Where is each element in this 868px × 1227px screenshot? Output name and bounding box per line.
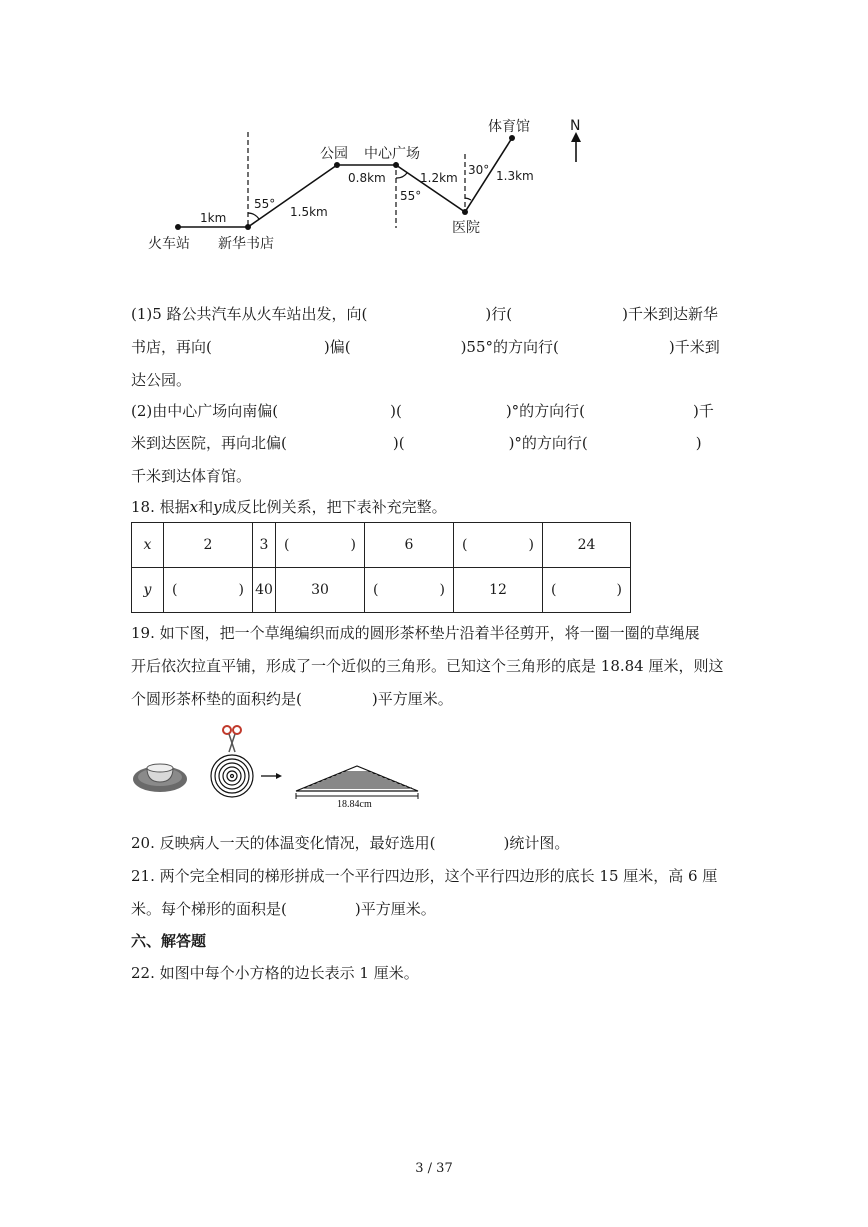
label-central-square: 中心广场 bbox=[364, 146, 420, 162]
section-title: 六、解答题 bbox=[131, 932, 207, 950]
scissors-icon bbox=[223, 726, 241, 752]
q21-line-2: 米。每个梯形的面积是( )平方厘米。 bbox=[131, 900, 436, 918]
q17-line-3: 达公园。 bbox=[131, 371, 192, 389]
q20-line: 20. 反映病人一天的体温变化情况，最好选用( )统计图。 bbox=[131, 834, 570, 852]
table-cell-blank: ( ) bbox=[454, 523, 543, 568]
table-cell: y bbox=[132, 568, 164, 613]
label-hospital: 医院 bbox=[452, 220, 480, 236]
table-cell-blank: ( ) bbox=[276, 523, 365, 568]
q19-line-2: 开后依次拉直平铺，形成了一个近似的三角形。已知这个三角形的底是 18.84 厘米，则这 bbox=[131, 657, 724, 675]
angle-bookstore: 55° bbox=[254, 197, 276, 211]
table-cell: 6 bbox=[365, 523, 454, 568]
label-park: 公园 bbox=[320, 146, 348, 162]
label-bookstore: 新华书店 bbox=[218, 236, 274, 252]
base-length-label: 18.84cm bbox=[337, 799, 372, 810]
angle-arc-square bbox=[396, 173, 407, 178]
angle-arc-hospital bbox=[465, 198, 471, 200]
table-cell-blank: ( ) bbox=[543, 568, 631, 613]
distance-seg3: 0.8km bbox=[348, 171, 386, 185]
q18-prompt: 18. 根据x和y成反比例关系，把下表补充完整。 bbox=[131, 498, 447, 516]
q22-line: 22. 如图中每个小方格的边长表示 1 厘米。 bbox=[131, 964, 419, 982]
q17-line-4: (2)由中心广场向南偏( )( )°的方向行( )千 bbox=[131, 402, 714, 420]
q17-line-1: (1)5 路公共汽车从火车站出发，向( )行( )千米到达新华 bbox=[131, 305, 718, 323]
striped-triangle bbox=[296, 766, 418, 791]
table-cell: 30 bbox=[276, 568, 365, 613]
table-cell-blank: ( ) bbox=[164, 568, 253, 613]
distance-seg1: 1km bbox=[200, 211, 227, 225]
angle-arc-bookstore bbox=[248, 213, 259, 219]
q17-line-2: 书店，再向( )偏( )55°的方向行( )千米到 bbox=[131, 338, 720, 356]
table-row-y bbox=[132, 568, 631, 613]
angle-square: 55° bbox=[400, 189, 422, 203]
concentric-coaster bbox=[211, 755, 253, 797]
distance-seg4: 1.2km bbox=[420, 171, 458, 185]
distance-seg2: 1.5km bbox=[290, 205, 328, 219]
q19-line-1: 19. 如下图，把一个草绳编织而成的圆形茶杯垫片沿着半径剪开，将一圈一圈的草绳展 bbox=[131, 624, 700, 642]
north-label: N bbox=[570, 118, 581, 134]
q21-line-1: 21. 两个完全相同的梯形拼成一个平行四边形，这个平行四边形的底长 15 厘米，高 6 厘 bbox=[131, 867, 718, 885]
q17-line-5: 米到达医院，再向北偏( )( )°的方向行( ) bbox=[131, 434, 702, 452]
table-cell: x bbox=[132, 523, 164, 568]
route-map-diagram bbox=[130, 100, 610, 270]
angle-hospital: 30° bbox=[468, 163, 490, 177]
table-cell: 2 bbox=[164, 523, 253, 568]
point-train-station bbox=[175, 224, 181, 230]
label-stadium: 体育馆 bbox=[488, 119, 530, 135]
table-cell-blank: ( ) bbox=[365, 568, 454, 613]
table-row-x bbox=[132, 523, 631, 568]
point-stadium bbox=[509, 135, 515, 141]
q17-line-6: 千米到达体育馆。 bbox=[131, 467, 252, 485]
table-cell: 24 bbox=[543, 523, 631, 568]
table-cell: 12 bbox=[454, 568, 543, 613]
point-park bbox=[334, 162, 340, 168]
point-central-square bbox=[393, 162, 399, 168]
table-cell: 3 bbox=[253, 523, 276, 568]
ratio-table bbox=[131, 522, 631, 613]
q19-line-3: 个圆形茶杯垫的面积约是( )平方厘米。 bbox=[131, 690, 453, 708]
point-hospital bbox=[462, 209, 468, 215]
table-cell: 40 bbox=[253, 568, 276, 613]
label-train-station: 火车站 bbox=[148, 236, 190, 252]
point-bookstore bbox=[245, 224, 251, 230]
coaster-figure bbox=[131, 722, 431, 812]
distance-seg5: 1.3km bbox=[496, 169, 534, 183]
page-number: 3 / 37 bbox=[415, 1161, 453, 1176]
